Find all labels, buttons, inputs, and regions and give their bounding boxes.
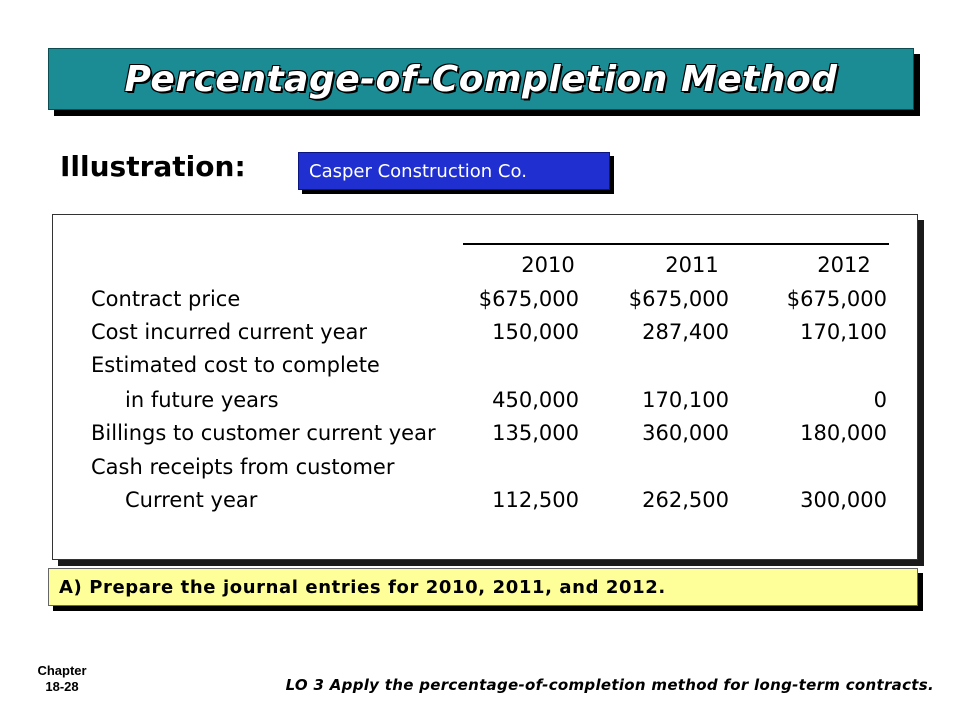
year-header: 2011 <box>665 253 719 277</box>
table-row <box>53 419 919 453</box>
row-label: Cost incurred current year <box>91 320 368 344</box>
company-name: Casper Construction Co. <box>309 160 527 182</box>
cell-value: 0 <box>873 388 887 412</box>
table-row <box>53 285 919 319</box>
cell-value: $675,000 <box>478 287 579 311</box>
chapter-label <box>22 663 102 695</box>
year-header: 2010 <box>521 253 575 277</box>
data-table <box>52 214 918 560</box>
cell-value: 170,100 <box>642 388 729 412</box>
chapter-word: Chapter <box>37 663 87 678</box>
data-panel <box>52 214 918 560</box>
cell-value: 135,000 <box>492 421 579 445</box>
cell-value: 262,500 <box>642 488 729 512</box>
row-label: Estimated cost to complete <box>91 353 380 377</box>
illustration-label: Illustration: <box>60 150 246 183</box>
cell-value: 180,000 <box>800 421 887 445</box>
company-box <box>298 152 610 190</box>
cell-value: 170,100 <box>800 320 887 344</box>
instruction-banner <box>48 568 918 606</box>
cell-value: $675,000 <box>786 287 887 311</box>
table-row <box>53 318 919 352</box>
company-banner <box>298 152 610 190</box>
title-banner <box>48 48 914 110</box>
row-label: Contract price <box>91 287 241 311</box>
row-label: in future years <box>125 388 279 412</box>
year-header: 2012 <box>817 253 871 277</box>
cell-value: 150,000 <box>492 320 579 344</box>
cell-value: 450,000 <box>492 388 579 412</box>
header-rule <box>463 243 889 245</box>
cell-value: 300,000 <box>800 488 887 512</box>
chapter-number: 18-28 <box>45 679 79 694</box>
slide-title: Percentage-of-Completion Method <box>124 58 838 100</box>
row-label: Billings to customer current year <box>91 421 436 445</box>
table-row <box>53 386 919 420</box>
row-label: Current year <box>125 488 258 512</box>
cell-value: $675,000 <box>628 287 729 311</box>
learning-objective: LO 3 Apply the percentage-of-completion method for long-term contracts. <box>285 676 934 694</box>
table-row <box>53 486 919 520</box>
row-label: Cash receipts from customer <box>91 455 395 479</box>
table-row <box>53 453 919 487</box>
title-box <box>48 48 914 110</box>
cell-value: 360,000 <box>642 421 729 445</box>
instruction-box <box>48 568 918 606</box>
cell-value: 112,500 <box>492 488 579 512</box>
table-row <box>53 351 919 385</box>
header-row <box>53 251 919 285</box>
cell-value: 287,400 <box>642 320 729 344</box>
instruction-text: A) Prepare the journal entries for 2010, 2011, and 2012. <box>59 576 666 598</box>
